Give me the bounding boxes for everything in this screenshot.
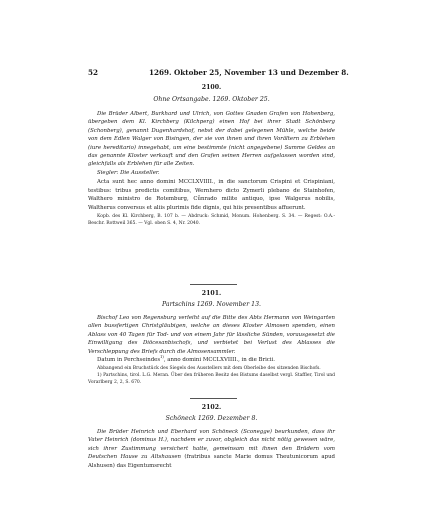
entry-summary — [88, 428, 335, 470]
footnote-mark: 1) — [160, 355, 164, 360]
entry-2101-heading — [88, 290, 335, 300]
entry-number: 2102. — [201, 404, 222, 411]
entry-2102-date — [88, 415, 335, 424]
entry-number: 2100. — [201, 84, 222, 91]
date-line: Ohne Ortsangabe. 1269. Oktober 25. — [153, 96, 270, 103]
entry-summary: Bischof Leo von Regensburg verleiht auf die Bitte des Abts Hermann von Weingarten allen bussfertigen Christgläubigen, welche an dieses Kloster Almosen spenden, einen Ablass von 40 Tagen für Tod- und von einem Jahr für lässliche Sünden, vorausgesetzt die Einwilligung des Diöcesanbischofs, und verbietet bei Verlust des Ablasses die Verschleppung des Briefs durch die Almosensammler. — [88, 315, 335, 355]
entry-2102-body — [88, 428, 335, 470]
latin-text: Acta sunt hec anno domini MCCLXVIIII., in die sanctorum Crispini et Crispiniani, testibus: tribus predictis comitibus, Wernhero dicto Zymerli plebano de Stainhofen, Walthero ministro de Rotemburg, Cůnrado milite antiquo, ipse Walgerus nobilis, Waltherus conversus et aliis plurimis fide dignis, qui hiis presentibus affuerunt. — [88, 179, 335, 212]
section-divider — [190, 284, 237, 285]
entry-summary: Die Brüder Albert, Burkhard und Ulrich, von Gottes Gnaden Grafen von Hohenberg, übergeben dem Kl. Kirchberg (Kilchperg) einen Hof bei ihrer Stadt Schönberg (Schonberg), genannt Dugenhardshof, nebst der dabei gelegenen Mühle, welche beide von dem Edlen Walger von Bisingen, der sie von ihnen und ihren Vorältern zu Erblehen (iure hereditario) innegehabt, um eine bestimmte (nicht angegebene) Summe Geldes an das genannte Kloster verkauft und den Grafen seinen Herren aufgelassen worden sind, gleichfalls als Erblehen für alle Zeiten. — [88, 111, 335, 168]
seal-note: Siegler: Die Aussteller. — [97, 169, 160, 176]
latin-text — [88, 356, 335, 365]
footnote: 1) Partschins, tirol. L.G. Meran. Über den früheren Besitz des Bistums daselbst vergl. Staffler, Tirol und Vorarlberg 2, 2, S. 670. — [88, 372, 335, 385]
entry-2100-body — [88, 110, 335, 227]
section-divider — [190, 398, 237, 399]
date-line: Partschins 1269. November 13. — [162, 301, 261, 308]
source-note: Abbangend ein Bruchstück des Siegels des Ausstellers mit dem Oberleibe des sitzenden Bischofs. — [97, 365, 321, 371]
latin-text-start: Datum in Perchseindes — [97, 357, 161, 364]
running-title: 1269. Oktober 25, November 13 und Dezember 8. — [149, 68, 349, 77]
entry-2100-date — [88, 96, 335, 105]
latin-text-end: , anno domini MCCLXVIIII., in die Bricii. — [163, 357, 275, 364]
summary-italic: Die Brüder Heinrich und Eberhard von Schöneck (Sconegge) beurkunden, dass ihr Vater Heinrich (dominus H.), nachdem er zuvor, obgleich das nicht nötig gewesen wäre, sich ihrer Zustimmung versichert hatte, gemeinsam mit ihnen den Brüdern vom Deutschen Hause zu Altshausen — [88, 429, 335, 461]
summary-latin: (fratribus sancte Marie domus Theutunicorum apud Alshusen) das Eigentumsrecht — [88, 454, 335, 469]
page-number: 52 — [88, 68, 99, 77]
entry-2102-heading — [88, 404, 335, 414]
entry-2101-body — [88, 314, 335, 386]
entry-2100-heading — [88, 84, 335, 94]
running-head — [88, 68, 349, 78]
source-note: Kopb. des Kl. Kirchberg, B. 107 b. — Abdruck: Schmid, Monum. Hohenberg. S. 34. — Regest: O.A.-Beschr. Rottweil 365. — Vgl. oben S. 4, Nr. 2040. — [88, 213, 335, 226]
date-line: Schöneck 1269. Dezember 8. — [165, 415, 258, 422]
entry-2101-date — [88, 301, 335, 310]
entry-number: 2101. — [201, 290, 222, 297]
